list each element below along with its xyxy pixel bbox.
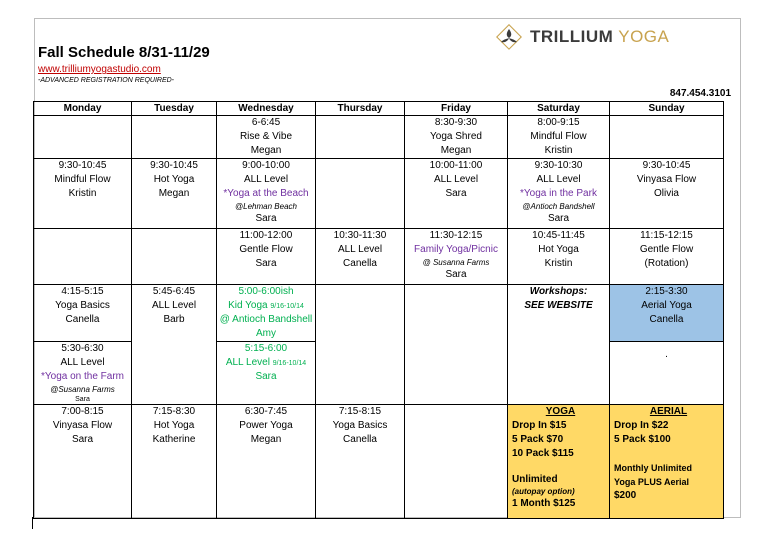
- class-cell: [610, 229, 724, 285]
- empty-cell: [316, 159, 405, 229]
- yoga-10-pack: 10 Pack $115: [512, 448, 574, 459]
- class-name: Power Yoga: [239, 420, 293, 431]
- class-time: 7:00-8:15: [61, 406, 104, 417]
- class-cell: [34, 159, 132, 229]
- class-teacher: Kristin: [544, 145, 573, 156]
- class-cell: [610, 159, 724, 229]
- logo-word-yoga: YOGA: [618, 27, 670, 46]
- class-cell: [405, 116, 508, 159]
- class-cell: [610, 285, 724, 342]
- class-time: 5:30-6:30: [61, 343, 104, 354]
- class-time: 4:15-5:15: [61, 286, 104, 297]
- class-time: 6-6:45: [251, 117, 281, 128]
- class-time: 7:15-8:15: [338, 406, 382, 417]
- aerial-monthly: Monthly Unlimited: [614, 463, 692, 473]
- class-teacher: Megan: [250, 145, 282, 156]
- empty-cell: [34, 229, 132, 285]
- aerial-plus: Yoga PLUS Aerial: [614, 477, 690, 487]
- class-time: 11:15-12:15: [640, 230, 693, 241]
- class-teacher: Sara: [255, 213, 277, 224]
- day-header-thursday: Thursday: [316, 102, 405, 116]
- class-cell: [34, 342, 132, 405]
- class-teacher: Katherine: [152, 434, 196, 445]
- class-cell: [508, 116, 610, 159]
- day-header-monday: Monday: [34, 102, 132, 116]
- class-time: 8:30-9:30: [434, 117, 478, 128]
- class-teacher: Olivia: [653, 188, 679, 199]
- class-cell: [132, 405, 217, 519]
- class-dates: 9/16-10/14: [270, 303, 304, 310]
- special-event: *Yoga on the Farm: [40, 371, 125, 382]
- empty-cell: [610, 116, 724, 159]
- day-header-wednesday: Wednesday: [217, 102, 316, 116]
- class-name: ALL Level: [60, 357, 105, 368]
- aerial-price: $200: [614, 490, 637, 501]
- class-name: Aerial Yoga: [641, 300, 692, 311]
- class-location: @Lehman Beach: [235, 202, 297, 211]
- class-time: 10:00-11:00: [429, 160, 483, 171]
- class-time: 9:30-10:30: [534, 160, 583, 171]
- class-cell: [508, 229, 610, 285]
- class-teacher: Kristin: [544, 258, 573, 269]
- yoga-drop-in: Drop In $15: [512, 420, 567, 431]
- class-teacher: Barb: [163, 314, 185, 325]
- schedule-title: Fall Schedule 8/31-11/29: [38, 44, 210, 61]
- day-header-saturday: Saturday: [508, 102, 610, 116]
- class-time: 10:45-11:45: [532, 230, 585, 241]
- schedule-row: [34, 285, 724, 342]
- schedule-table: [33, 101, 724, 519]
- class-name: Gentle Flow: [239, 244, 293, 255]
- class-teacher: Megan: [440, 145, 472, 156]
- day-header-sunday: Sunday: [610, 102, 724, 116]
- class-teacher: Sara: [255, 258, 277, 269]
- empty-cell: [132, 229, 217, 285]
- class-cell: [217, 116, 316, 159]
- text-cursor: [32, 517, 33, 529]
- placeholder-dot: .: [665, 349, 668, 360]
- class-teacher: Sara: [445, 188, 467, 199]
- class-cell: [132, 159, 217, 229]
- schedule-row: [34, 116, 724, 159]
- class-teacher: Amy: [256, 328, 276, 339]
- schedule-row: [34, 405, 724, 519]
- logo-word-trillium: TRILLIUM: [530, 27, 614, 46]
- class-cell: [508, 159, 610, 229]
- class-cell: [217, 405, 316, 519]
- class-name: Hot Yoga: [153, 420, 195, 431]
- class-name: Vinyasa Flow: [636, 174, 697, 185]
- class-time: 2:15-3:30: [645, 286, 688, 297]
- class-time: 9:30-10:45: [150, 160, 198, 171]
- class-cell: [405, 229, 508, 285]
- class-teacher: Megan: [158, 188, 190, 199]
- class-time: 11:30-12:15: [429, 230, 483, 241]
- class-name: ALL Level: [151, 300, 197, 311]
- empty-cell: [34, 116, 132, 159]
- class-teacher: Megan: [250, 434, 282, 445]
- class-name: Mindful Flow: [530, 131, 587, 142]
- empty-cell: [316, 116, 405, 159]
- class-location: @ Susanna Farms: [422, 258, 490, 267]
- class-teacher: Canella: [649, 314, 684, 325]
- class-name: Rise & Vibe: [239, 131, 293, 142]
- class-time: 9:00-10:00: [242, 160, 290, 171]
- trillium-logo: [496, 24, 669, 50]
- class-name: ALL Level: [433, 174, 479, 185]
- class-name: ALL Level: [536, 174, 581, 185]
- class-name: Yoga Basics: [332, 420, 388, 431]
- website-link[interactable]: www.trilliumyogastudio.com: [38, 64, 161, 75]
- class-cell: [34, 285, 132, 342]
- class-teacher: Sara: [71, 434, 94, 445]
- class-time: 5:45-6:45: [152, 286, 196, 297]
- class-name: Kid Yoga 9/16-10/14: [228, 300, 304, 311]
- schedule-row: [34, 229, 724, 285]
- yoga-unlimited: Unlimited: [512, 474, 558, 485]
- class-time: 6:30-7:45: [244, 406, 288, 417]
- class-name: Yoga Basics: [55, 300, 110, 311]
- class-teacher: Canella: [65, 314, 100, 325]
- class-name: Hot Yoga: [538, 244, 579, 255]
- day-header-tuesday: Tuesday: [132, 102, 217, 116]
- registration-note: -ADVANCED REGISTRATION REQUIRED-: [38, 77, 174, 84]
- aerial-pricing-heading: AERIAL: [649, 406, 688, 417]
- class-cell: [132, 285, 217, 405]
- class-teacher: Sara: [445, 269, 467, 280]
- yoga-month: 1 Month $125: [512, 498, 576, 509]
- yoga-pricing-heading: YOGA: [545, 406, 576, 417]
- class-teacher: Canella: [343, 434, 377, 445]
- special-event: *Yoga in the Park: [520, 188, 597, 199]
- class-time: 8:00-9:15: [537, 117, 580, 128]
- empty-cell: [405, 285, 508, 405]
- workshops-cell: [508, 285, 610, 405]
- aerial-5-pack: 5 Pack $100: [614, 434, 671, 445]
- class-time: 9:30-10:45: [58, 160, 107, 171]
- yoga-autopay: (autopay option): [512, 487, 575, 496]
- class-cell: [405, 159, 508, 229]
- class-name: Hot Yoga: [153, 174, 195, 185]
- class-time: 5:00-6:00ish: [238, 286, 294, 297]
- class-cell: [217, 159, 316, 229]
- placeholder-cell: [610, 342, 724, 405]
- class-name: ALL Level: [337, 244, 383, 255]
- class-teacher: (Rotation): [644, 258, 689, 269]
- class-location: @Antioch Bandshell: [522, 202, 595, 211]
- special-event: *Yoga at the Beach: [223, 188, 309, 199]
- class-time: 7:15-8:30: [152, 406, 196, 417]
- trillium-flower-icon: [496, 24, 522, 50]
- class-teacher: Kristin: [68, 188, 97, 199]
- aerial-pricing-cell: [610, 405, 724, 519]
- class-location: @ Antioch Bandshell: [219, 314, 313, 325]
- workshops-label: Workshops:: [529, 286, 588, 297]
- class-name: Vinyasa Flow: [52, 420, 113, 431]
- empty-cell: [132, 116, 217, 159]
- day-header-row: [34, 102, 724, 116]
- empty-cell: [316, 285, 405, 405]
- class-time: 11:00-12:00: [239, 230, 293, 241]
- class-name: Mindful Flow: [54, 174, 111, 185]
- yoga-pricing-cell: [508, 405, 610, 519]
- class-time: 9:30-10:45: [642, 160, 691, 171]
- class-cell: [217, 229, 316, 285]
- class-cell: [34, 405, 132, 519]
- class-time: 5:15-6:00: [244, 343, 288, 354]
- class-cell: [217, 342, 316, 405]
- class-name: ALL Level 9/16-10/14: [225, 357, 307, 368]
- yoga-5-pack: 5 Pack $70: [512, 434, 564, 445]
- class-name: Gentle Flow: [639, 244, 694, 255]
- class-teacher: Sara: [75, 396, 90, 403]
- class-cell: [316, 405, 405, 519]
- workshops-link[interactable]: SEE WEBSITE: [524, 300, 593, 311]
- class-name: Family Yoga/Picnic: [414, 244, 498, 255]
- phone-number: 847.454.3101: [669, 88, 731, 99]
- day-header-friday: Friday: [405, 102, 508, 116]
- class-teacher: Sara: [547, 213, 570, 224]
- empty-cell: [405, 405, 508, 519]
- class-cell: [316, 229, 405, 285]
- class-name: Yoga Shred: [430, 131, 482, 142]
- schedule-row: [34, 159, 724, 229]
- class-location: @Susanna Farms: [50, 385, 115, 394]
- class-cell: [217, 285, 316, 342]
- class-dates: 9/16-10/14: [272, 360, 307, 367]
- class-teacher: Sara: [255, 371, 277, 382]
- class-name: ALL Level: [243, 174, 289, 185]
- aerial-drop-in: Drop In $22: [614, 420, 669, 431]
- class-time: 10:30-11:30: [333, 230, 387, 241]
- class-teacher: Canella: [343, 258, 377, 269]
